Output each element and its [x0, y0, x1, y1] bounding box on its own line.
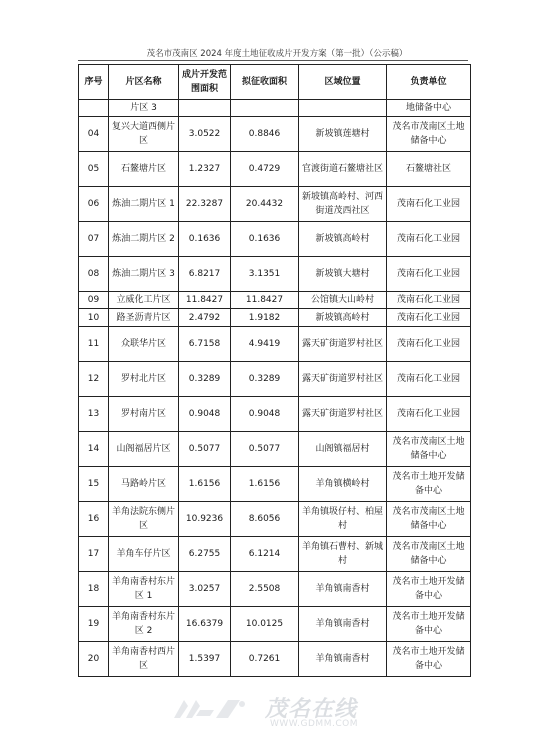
cell-location: 羊角镇圾仔村、柏屋村	[299, 502, 387, 537]
watermark-brand: 茂名在线	[265, 697, 358, 722]
cell-name: 立威化工片区	[109, 292, 179, 309]
cell-dev-area: 22.3287	[179, 187, 231, 222]
cell-unit: 茂南石化工业园	[387, 292, 471, 309]
cell-location: 官渡街道石鳌塘社区	[299, 152, 387, 187]
table-row	[79, 257, 471, 292]
cell-unit: 石鳌塘社区	[387, 152, 471, 187]
cell-name: 罗村南片区	[109, 397, 179, 432]
cell-dev-area: 6.8217	[179, 257, 231, 292]
header-location: 区域位置	[299, 65, 387, 100]
table-row	[79, 502, 471, 537]
cell-expro-area: 1.6156	[231, 467, 299, 502]
table-row	[79, 327, 471, 362]
cell-name: 复兴大道西侧片区	[109, 117, 179, 152]
table-row	[79, 432, 471, 467]
cell-expro-area: 10.0125	[231, 607, 299, 642]
cell-seq: 07	[79, 222, 109, 257]
cell-seq: 08	[79, 257, 109, 292]
table-row	[79, 152, 471, 187]
cell-name: 羊角南香村东片区 2	[109, 607, 179, 642]
cell-unit: 茂南石化工业园	[387, 397, 471, 432]
cell-expro-area: 8.6056	[231, 502, 299, 537]
cell-expro-area: 1.9182	[231, 309, 299, 327]
table-row	[79, 100, 471, 117]
cell-expro-area: 20.4432	[231, 187, 299, 222]
cell-dev-area: 6.2755	[179, 537, 231, 572]
document-title: 茂名市茂南区 2024 年度土地征收成片开发方案（第一批）（公示稿）	[146, 49, 408, 59]
cell-location: 新坡镇莲塘村	[299, 117, 387, 152]
cell-name: 炼油二期片区 3	[109, 257, 179, 292]
cell-dev-area: 2.4792	[179, 309, 231, 327]
cell-seq	[79, 100, 109, 117]
cell-seq: 18	[79, 572, 109, 607]
cell-unit: 茂南石化工业园	[387, 309, 471, 327]
cell-dev-area: 6.7158	[179, 327, 231, 362]
cell-seq: 12	[79, 362, 109, 397]
cell-expro-area: 0.1636	[231, 222, 299, 257]
cell-seq: 11	[79, 327, 109, 362]
cell-unit: 茂南石化工业园	[387, 257, 471, 292]
cell-dev-area	[179, 100, 231, 117]
cell-dev-area: 10.9236	[179, 502, 231, 537]
cell-seq: 19	[79, 607, 109, 642]
cell-location: 羊角镇南香村	[299, 607, 387, 642]
cell-seq: 20	[79, 642, 109, 677]
cell-location: 新坡镇大塘村	[299, 257, 387, 292]
cell-seq: 10	[79, 309, 109, 327]
cell-name: 羊角车仔片区	[109, 537, 179, 572]
cell-dev-area: 0.3289	[179, 362, 231, 397]
cell-seq: 13	[79, 397, 109, 432]
cell-seq: 15	[79, 467, 109, 502]
cell-name: 山阁福居片区	[109, 432, 179, 467]
table-row	[79, 607, 471, 642]
cell-name: 罗村北片区	[109, 362, 179, 397]
header-seq: 序号	[79, 65, 109, 100]
table-row	[79, 187, 471, 222]
cell-expro-area: 11.8427	[231, 292, 299, 309]
cell-location: 新坡镇高岭村	[299, 222, 387, 257]
cell-expro-area: 2.5508	[231, 572, 299, 607]
cell-name: 羊角法院东侧片区	[109, 502, 179, 537]
cell-location: 露天矿街道罗村社区	[299, 362, 387, 397]
cell-seq: 09	[79, 292, 109, 309]
cell-expro-area: 4.9419	[231, 327, 299, 362]
cell-location: 露天矿街道罗村社区	[299, 327, 387, 362]
cell-unit: 茂名市土地开发储备中心	[387, 642, 471, 677]
table-row	[79, 117, 471, 152]
cell-location: 羊角镇南香村	[299, 572, 387, 607]
cell-name: 羊角南香村东片区 1	[109, 572, 179, 607]
cell-location: 羊角镇南香村	[299, 642, 387, 677]
cell-unit: 茂名市茂南区土地储备中心	[387, 117, 471, 152]
cell-expro-area	[231, 100, 299, 117]
cell-unit: 茂南石化工业园	[387, 327, 471, 362]
cell-location: 山阁镇福居村	[299, 432, 387, 467]
cell-expro-area: 0.5077	[231, 432, 299, 467]
cell-expro-area: 0.7261	[231, 642, 299, 677]
cell-unit: 茂名市茂南区土地储备中心	[387, 502, 471, 537]
cell-name: 片区 3	[109, 100, 179, 117]
table-row	[79, 362, 471, 397]
cell-seq: 05	[79, 152, 109, 187]
table-row	[79, 397, 471, 432]
cell-dev-area: 0.1636	[179, 222, 231, 257]
cell-location: 新坡镇高岭村	[299, 309, 387, 327]
cell-name: 炼油二期片区 1	[109, 187, 179, 222]
cell-dev-area: 0.9048	[179, 397, 231, 432]
cell-dev-area: 1.5397	[179, 642, 231, 677]
cell-name: 炼油二期片区 2	[109, 222, 179, 257]
cell-dev-area: 3.0522	[179, 117, 231, 152]
cell-seq: 16	[79, 502, 109, 537]
header-expro-area: 拟征收面积	[231, 65, 299, 100]
cell-seq: 14	[79, 432, 109, 467]
cell-dev-area: 1.2327	[179, 152, 231, 187]
table-row	[79, 309, 471, 327]
table-row	[79, 642, 471, 677]
table-row	[79, 292, 471, 309]
cell-location: 公馆镇大山岭村	[299, 292, 387, 309]
cell-unit: 茂南石化工业园	[387, 362, 471, 397]
cell-seq: 17	[79, 537, 109, 572]
title-divider	[78, 60, 468, 61]
cell-dev-area: 0.5077	[179, 432, 231, 467]
cell-seq: 06	[79, 187, 109, 222]
cell-unit: 茂南石化工业园	[387, 187, 471, 222]
header-unit: 负责单位	[387, 65, 471, 100]
cell-name: 众联华片区	[109, 327, 179, 362]
cell-seq: 04	[79, 117, 109, 152]
cell-dev-area: 3.0257	[179, 572, 231, 607]
table-header-row	[79, 65, 471, 100]
cell-expro-area: 3.1351	[231, 257, 299, 292]
cell-dev-area: 1.6156	[179, 467, 231, 502]
cell-name: 路圣沥青片区	[109, 309, 179, 327]
cell-location: 露天矿街道罗村社区	[299, 397, 387, 432]
table-row	[79, 572, 471, 607]
watermark	[170, 692, 400, 732]
cell-expro-area: 6.1214	[231, 537, 299, 572]
cell-location: 羊角镇石曹村、新城村	[299, 537, 387, 572]
cell-unit: 茂名市土地开发储备中心	[387, 607, 471, 642]
cell-expro-area: 0.9048	[231, 397, 299, 432]
cell-name: 马路岭片区	[109, 467, 179, 502]
watermark-logo-icon	[170, 696, 250, 722]
cell-name: 石鳌塘片区	[109, 152, 179, 187]
header-name: 片区名称	[109, 65, 179, 100]
cell-unit: 茂南石化工业园	[387, 222, 471, 257]
table-row	[79, 467, 471, 502]
header-dev-area: 成片开发范围面积	[179, 65, 231, 100]
cell-unit: 茂名市茂南区土地储备中心	[387, 537, 471, 572]
cell-unit: 地储备中心	[387, 100, 471, 117]
watermark-url: WWW.GDMM.COM	[270, 719, 358, 729]
cell-location: 新坡镇高岭村、河西街道茂西社区	[299, 187, 387, 222]
cell-dev-area: 16.6379	[179, 607, 231, 642]
table-row	[79, 222, 471, 257]
cell-unit: 茂名市土地开发储备中心	[387, 467, 471, 502]
table-row	[79, 537, 471, 572]
cell-expro-area: 0.4729	[231, 152, 299, 187]
cell-expro-area: 0.8846	[231, 117, 299, 152]
cell-name: 羊角南香村西片区	[109, 642, 179, 677]
cell-unit: 茂名市茂南区土地储备中心	[387, 432, 471, 467]
cell-expro-area: 0.3289	[231, 362, 299, 397]
cell-location: 羊角镇横岭村	[299, 467, 387, 502]
cell-dev-area: 11.8427	[179, 292, 231, 309]
cell-location	[299, 100, 387, 117]
cell-unit: 茂名市土地开发储备中心	[387, 572, 471, 607]
land-development-table	[78, 64, 471, 677]
